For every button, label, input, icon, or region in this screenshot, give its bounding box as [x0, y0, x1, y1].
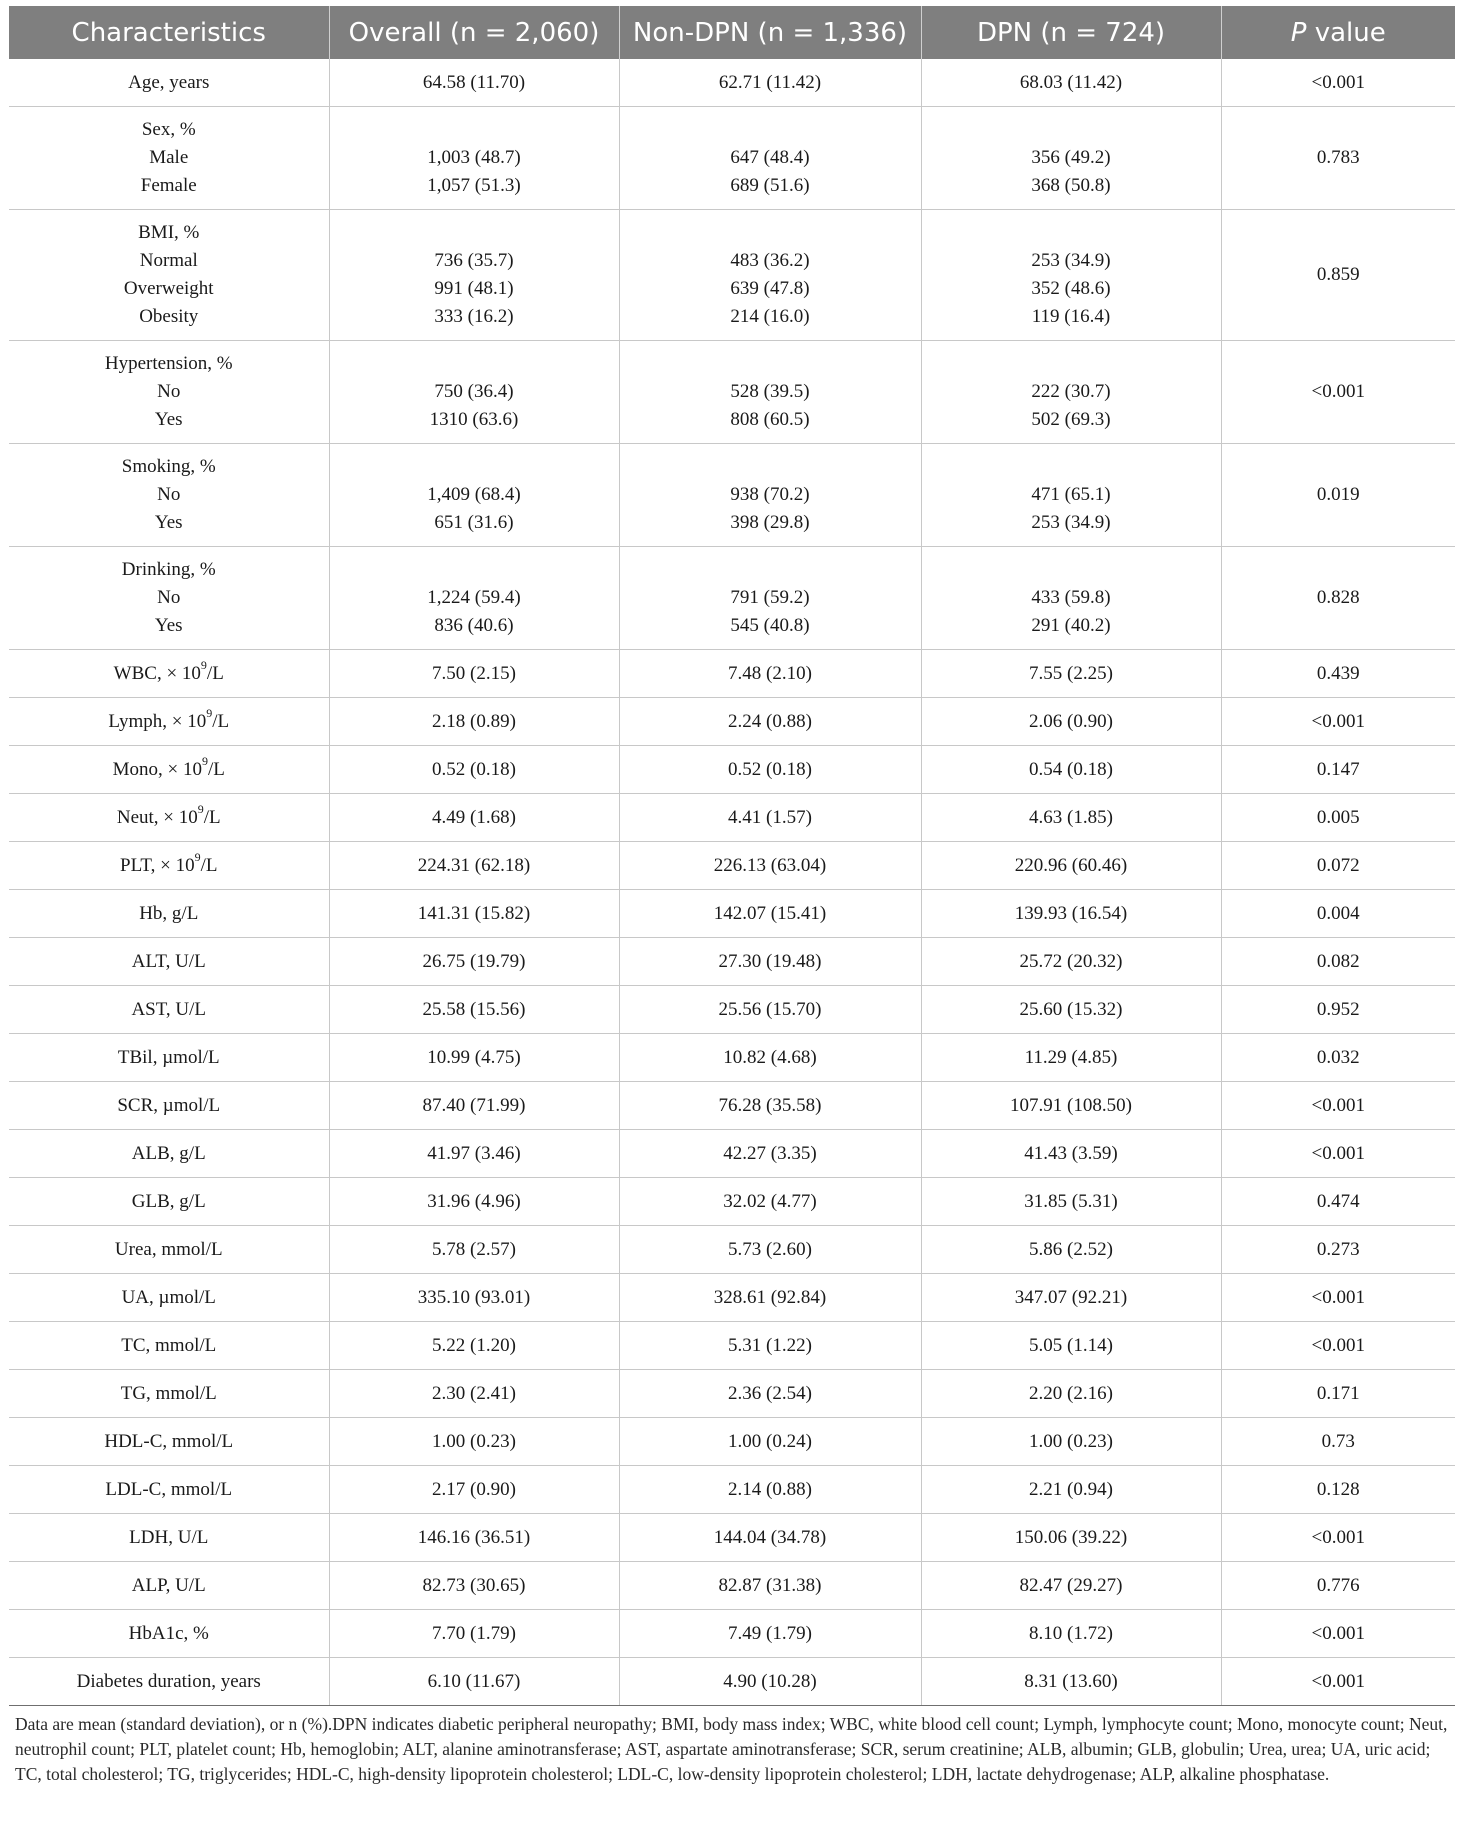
cell-non-dpn: 25.56 (15.70) [619, 986, 921, 1034]
cell-overall: 4.49 (1.68) [329, 794, 619, 842]
table-row [9, 1274, 1455, 1322]
header-overall: Overall (n = 2,060) [329, 6, 619, 59]
sub-value: 291 (40.2) [1031, 615, 1111, 636]
row-label: LDH, U/L [9, 1514, 329, 1562]
label-unit: /L [212, 710, 230, 732]
table-row [9, 444, 1455, 547]
label-sup: 9 [200, 658, 207, 673]
sub-label: Overweight [123, 278, 214, 299]
label-unit: /L [200, 854, 218, 876]
cell-overall: 26.75 (19.79) [329, 938, 619, 986]
header-p-value [1221, 6, 1455, 59]
cell-overall [329, 210, 619, 341]
cell-overall: 7.50 (2.15) [329, 650, 619, 698]
cell-p-value: 0.776 [1221, 1562, 1455, 1610]
row-label: HbA1c, % [9, 1610, 329, 1658]
table-row [9, 1466, 1455, 1514]
sub-value: 1,057 (51.3) [427, 175, 521, 196]
cell-overall: 41.97 (3.46) [329, 1130, 619, 1178]
cell-overall: 224.31 (62.18) [329, 842, 619, 890]
cell-p-value: 0.082 [1221, 938, 1455, 986]
label-sup: 9 [194, 850, 201, 865]
table-row [9, 1562, 1455, 1610]
sub-label: Yes [154, 512, 183, 533]
table-row [9, 938, 1455, 986]
cell-non-dpn [619, 210, 921, 341]
cell-dpn: 347.07 (92.21) [921, 1274, 1221, 1322]
cell-overall: 2.18 (0.89) [329, 698, 619, 746]
label-unit: /L [207, 758, 225, 780]
sub-value: 333 (16.2) [434, 306, 514, 327]
cell-non-dpn: 142.07 (15.41) [619, 890, 921, 938]
table-row [9, 1370, 1455, 1418]
cell-overall: 335.10 (93.01) [329, 1274, 619, 1322]
table-row [9, 746, 1455, 794]
cell-p-value: 0.73 [1221, 1418, 1455, 1466]
cell-overall: 10.99 (4.75) [329, 1034, 619, 1082]
cell-overall: 0.52 (0.18) [329, 746, 619, 794]
row-label: TC, mmol/L [9, 1322, 329, 1370]
table-row [9, 698, 1455, 746]
cell-non-dpn [619, 444, 921, 547]
cell-dpn: 2.21 (0.94) [921, 1466, 1221, 1514]
cell-non-dpn: 82.87 (31.38) [619, 1562, 921, 1610]
cell-dpn: 5.05 (1.14) [921, 1322, 1221, 1370]
table-row [9, 1322, 1455, 1370]
cell-dpn [921, 547, 1221, 650]
group-label: BMI, % [138, 222, 200, 243]
label-sup: 9 [201, 754, 208, 769]
sub-value: 253 (34.9) [1031, 512, 1111, 533]
cell-overall: 31.96 (4.96) [329, 1178, 619, 1226]
sub-label: No [157, 587, 181, 608]
row-label: Age, years [9, 59, 329, 107]
sub-value: 356 (49.2) [1031, 147, 1111, 168]
sub-value: 119 (16.4) [1031, 306, 1111, 327]
cell-overall: 25.58 (15.56) [329, 986, 619, 1034]
label-text: WBC, × 10 [113, 662, 201, 684]
cell-non-dpn [619, 107, 921, 210]
label-text: PLT, × 10 [120, 854, 195, 876]
cell-p-value: <0.001 [1221, 59, 1455, 107]
cell-dpn: 82.47 (29.27) [921, 1562, 1221, 1610]
cell-dpn: 5.86 (2.52) [921, 1226, 1221, 1274]
table-row [9, 1418, 1455, 1466]
cell-non-dpn: 0.52 (0.18) [619, 746, 921, 794]
cell-p-value: 0.004 [1221, 890, 1455, 938]
cell-non-dpn [619, 341, 921, 444]
sub-value: 938 (70.2) [730, 484, 810, 505]
table-row [9, 59, 1455, 107]
row-label: SCR, µmol/L [9, 1082, 329, 1130]
cell-overall [329, 547, 619, 650]
sub-label: Yes [154, 615, 183, 636]
cell-overall: 2.17 (0.90) [329, 1466, 619, 1514]
row-label [9, 341, 329, 444]
table-container [9, 6, 1455, 1787]
sub-label: Normal [139, 250, 198, 271]
sub-value: 647 (48.4) [730, 147, 810, 168]
cell-non-dpn: 32.02 (4.77) [619, 1178, 921, 1226]
cell-overall: 6.10 (11.67) [329, 1658, 619, 1706]
sub-value: 639 (47.8) [730, 278, 810, 299]
cell-dpn: 2.20 (2.16) [921, 1370, 1221, 1418]
cell-non-dpn: 10.82 (4.68) [619, 1034, 921, 1082]
cell-overall: 141.31 (15.82) [329, 890, 619, 938]
sub-value: 528 (39.5) [730, 381, 810, 402]
header-characteristics: Characteristics [9, 6, 329, 59]
table-footnote: Data are mean (standard deviation), or n (%).DPN indicates diabetic peripheral neuropathy; BMI, body mass index; WBC, white blood cell count; Lymph, lymphocyte count; Mono, monocyte count; Neut, neutrophil count; PLT, platelet count; Hb, hemoglobin; ALT, alanine aminotransferase; AST, aspartate aminotransferase; SCR, serum creatinine; ALB, albumin; GLB, globulin; Urea, urea; UA, uric acid; TC, total cholesterol; TG, triglycerides; HDL-C, high-density lipoprotein cholesterol; LDL-C, low-density lipoprotein cholesterol; LDH, lactate dehydrogenase; ALP, alkaline phosphatase. [15, 1714, 1448, 1784]
cell-dpn [921, 341, 1221, 444]
sub-value: 502 (69.3) [1031, 409, 1111, 430]
sub-label: Female [140, 175, 197, 196]
cell-p-value: <0.001 [1221, 1322, 1455, 1370]
sub-value: 736 (35.7) [434, 250, 514, 271]
row-label [9, 107, 329, 210]
cell-non-dpn: 4.90 (10.28) [619, 1658, 921, 1706]
label-text: Lymph, × 10 [108, 710, 207, 732]
header-p-letter: P [1290, 17, 1307, 48]
cell-p-value: 0.952 [1221, 986, 1455, 1034]
cell-dpn: 8.10 (1.72) [921, 1610, 1221, 1658]
header-p-rest: value [1306, 17, 1386, 48]
sub-value: 836 (40.6) [434, 615, 514, 636]
cell-overall: 146.16 (36.51) [329, 1514, 619, 1562]
cell-non-dpn: 226.13 (63.04) [619, 842, 921, 890]
cell-overall: 5.22 (1.20) [329, 1322, 619, 1370]
cell-non-dpn: 144.04 (34.78) [619, 1514, 921, 1562]
cell-p-value: 0.439 [1221, 650, 1455, 698]
cell-p-value: <0.001 [1221, 1658, 1455, 1706]
cell-dpn: 11.29 (4.85) [921, 1034, 1221, 1082]
cell-dpn: 150.06 (39.22) [921, 1514, 1221, 1562]
row-label [9, 842, 329, 890]
row-label: UA, µmol/L [9, 1274, 329, 1322]
characteristics-table [9, 6, 1455, 1706]
table-row [9, 1610, 1455, 1658]
sub-label: Yes [154, 409, 183, 430]
row-label [9, 794, 329, 842]
cell-dpn [921, 444, 1221, 547]
group-label: Smoking, % [121, 456, 216, 477]
cell-p-value: 0.828 [1221, 547, 1455, 650]
cell-non-dpn: 62.71 (11.42) [619, 59, 921, 107]
cell-p-value: 0.072 [1221, 842, 1455, 890]
sub-value: 808 (60.5) [730, 409, 810, 430]
cell-p-value: <0.001 [1221, 1610, 1455, 1658]
cell-p-value: <0.001 [1221, 1274, 1455, 1322]
cell-dpn: 139.93 (16.54) [921, 890, 1221, 938]
cell-non-dpn: 2.24 (0.88) [619, 698, 921, 746]
table-row [9, 1658, 1455, 1706]
row-label [9, 444, 329, 547]
row-label [9, 210, 329, 341]
cell-non-dpn: 76.28 (35.58) [619, 1082, 921, 1130]
header-dpn: DPN (n = 724) [921, 6, 1221, 59]
group-label: Drinking, % [121, 559, 216, 580]
cell-p-value: 0.032 [1221, 1034, 1455, 1082]
row-label: LDL-C, mmol/L [9, 1466, 329, 1514]
sub-value: 689 (51.6) [730, 175, 810, 196]
row-label: TBil, µmol/L [9, 1034, 329, 1082]
cell-p-value: <0.001 [1221, 1082, 1455, 1130]
table-row [9, 1514, 1455, 1562]
row-label: ALP, U/L [9, 1562, 329, 1610]
cell-p-value: 0.171 [1221, 1370, 1455, 1418]
cell-p-value: 0.474 [1221, 1178, 1455, 1226]
cell-overall [329, 107, 619, 210]
cell-overall: 64.58 (11.70) [329, 59, 619, 107]
header-row [9, 6, 1455, 59]
cell-non-dpn: 2.36 (2.54) [619, 1370, 921, 1418]
cell-p-value: 0.147 [1221, 746, 1455, 794]
label-sup: 9 [197, 802, 204, 817]
table-row [9, 890, 1455, 938]
cell-non-dpn: 7.48 (2.10) [619, 650, 921, 698]
row-label: ALB, g/L [9, 1130, 329, 1178]
cell-dpn: 31.85 (5.31) [921, 1178, 1221, 1226]
label-unit: /L [206, 662, 224, 684]
sub-value: 471 (65.1) [1031, 484, 1111, 505]
cell-overall [329, 444, 619, 547]
cell-dpn: 2.06 (0.90) [921, 698, 1221, 746]
group-label: Sex, % [141, 119, 196, 140]
cell-p-value: 0.005 [1221, 794, 1455, 842]
row-label: TG, mmol/L [9, 1370, 329, 1418]
cell-non-dpn: 1.00 (0.24) [619, 1418, 921, 1466]
cell-overall: 7.70 (1.79) [329, 1610, 619, 1658]
sub-label: Obesity [139, 306, 199, 327]
table-row [9, 341, 1455, 444]
cell-non-dpn: 27.30 (19.48) [619, 938, 921, 986]
sub-value: 1,224 (59.4) [427, 587, 521, 608]
sub-value: 398 (29.8) [730, 512, 810, 533]
cell-overall [329, 341, 619, 444]
sub-label: No [157, 381, 181, 402]
cell-overall: 2.30 (2.41) [329, 1370, 619, 1418]
cell-non-dpn: 7.49 (1.79) [619, 1610, 921, 1658]
sub-value: 545 (40.8) [730, 615, 810, 636]
sub-label: No [157, 484, 181, 505]
label-unit: /L [203, 806, 221, 828]
row-label [9, 698, 329, 746]
cell-dpn: 220.96 (60.46) [921, 842, 1221, 890]
cell-non-dpn: 5.31 (1.22) [619, 1322, 921, 1370]
label-text: Neut, × 10 [116, 806, 198, 828]
table-row [9, 794, 1455, 842]
label-text: Mono, × 10 [112, 758, 202, 780]
cell-overall: 82.73 (30.65) [329, 1562, 619, 1610]
row-label: AST, U/L [9, 986, 329, 1034]
cell-dpn: 25.72 (20.32) [921, 938, 1221, 986]
table-row [9, 650, 1455, 698]
sub-value: 1310 (63.6) [429, 409, 519, 430]
sub-value: 1,003 (48.7) [427, 147, 521, 168]
sub-value: 253 (34.9) [1031, 250, 1111, 271]
cell-p-value: <0.001 [1221, 698, 1455, 746]
cell-p-value: 0.128 [1221, 1466, 1455, 1514]
table-row [9, 107, 1455, 210]
header-non-dpn: Non-DPN (n = 1,336) [619, 6, 921, 59]
row-label [9, 650, 329, 698]
cell-dpn: 4.63 (1.85) [921, 794, 1221, 842]
row-label: Hb, g/L [9, 890, 329, 938]
cell-non-dpn: 2.14 (0.88) [619, 1466, 921, 1514]
row-label: GLB, g/L [9, 1178, 329, 1226]
sub-value: 991 (48.1) [434, 278, 514, 299]
sub-value: 791 (59.2) [730, 587, 810, 608]
row-label [9, 746, 329, 794]
table-row [9, 1226, 1455, 1274]
cell-non-dpn: 42.27 (3.35) [619, 1130, 921, 1178]
row-label: ALT, U/L [9, 938, 329, 986]
sub-value: 433 (59.8) [1031, 587, 1111, 608]
cell-dpn [921, 107, 1221, 210]
cell-p-value: 0.273 [1221, 1226, 1455, 1274]
row-label: HDL-C, mmol/L [9, 1418, 329, 1466]
table-row [9, 210, 1455, 341]
sub-value: 483 (36.2) [730, 250, 810, 271]
sub-value: 352 (48.6) [1031, 278, 1111, 299]
table-row [9, 1082, 1455, 1130]
label-sup: 9 [206, 706, 213, 721]
cell-dpn: 0.54 (0.18) [921, 746, 1221, 794]
table-row [9, 547, 1455, 650]
group-label: Hypertension, % [104, 353, 233, 374]
cell-p-value: 0.859 [1221, 210, 1455, 341]
cell-dpn: 1.00 (0.23) [921, 1418, 1221, 1466]
cell-dpn: 7.55 (2.25) [921, 650, 1221, 698]
sub-value: 222 (30.7) [1031, 381, 1111, 402]
row-label: Urea, mmol/L [9, 1226, 329, 1274]
sub-value: 1,409 (68.4) [427, 484, 521, 505]
cell-p-value: 0.783 [1221, 107, 1455, 210]
cell-overall: 87.40 (71.99) [329, 1082, 619, 1130]
table-row [9, 1178, 1455, 1226]
cell-dpn: 68.03 (11.42) [921, 59, 1221, 107]
sub-value: 750 (36.4) [434, 381, 514, 402]
cell-p-value: <0.001 [1221, 1130, 1455, 1178]
table-row [9, 1130, 1455, 1178]
cell-overall: 5.78 (2.57) [329, 1226, 619, 1274]
sub-value: 368 (50.8) [1031, 175, 1111, 196]
sub-label: Male [149, 147, 189, 168]
cell-dpn: 107.91 (108.50) [921, 1082, 1221, 1130]
table-row [9, 1034, 1455, 1082]
cell-non-dpn: 4.41 (1.57) [619, 794, 921, 842]
row-label [9, 547, 329, 650]
row-label: Diabetes duration, years [9, 1658, 329, 1706]
cell-dpn: 41.43 (3.59) [921, 1130, 1221, 1178]
cell-p-value: <0.001 [1221, 341, 1455, 444]
sub-value: 651 (31.6) [434, 512, 514, 533]
table-row [9, 842, 1455, 890]
cell-non-dpn: 5.73 (2.60) [619, 1226, 921, 1274]
cell-non-dpn: 328.61 (92.84) [619, 1274, 921, 1322]
cell-p-value: <0.001 [1221, 1514, 1455, 1562]
cell-dpn: 25.60 (15.32) [921, 986, 1221, 1034]
sub-value: 214 (16.0) [730, 306, 810, 327]
cell-p-value: 0.019 [1221, 444, 1455, 547]
cell-dpn: 8.31 (13.60) [921, 1658, 1221, 1706]
table-row [9, 986, 1455, 1034]
cell-overall: 1.00 (0.23) [329, 1418, 619, 1466]
cell-dpn [921, 210, 1221, 341]
cell-non-dpn [619, 547, 921, 650]
